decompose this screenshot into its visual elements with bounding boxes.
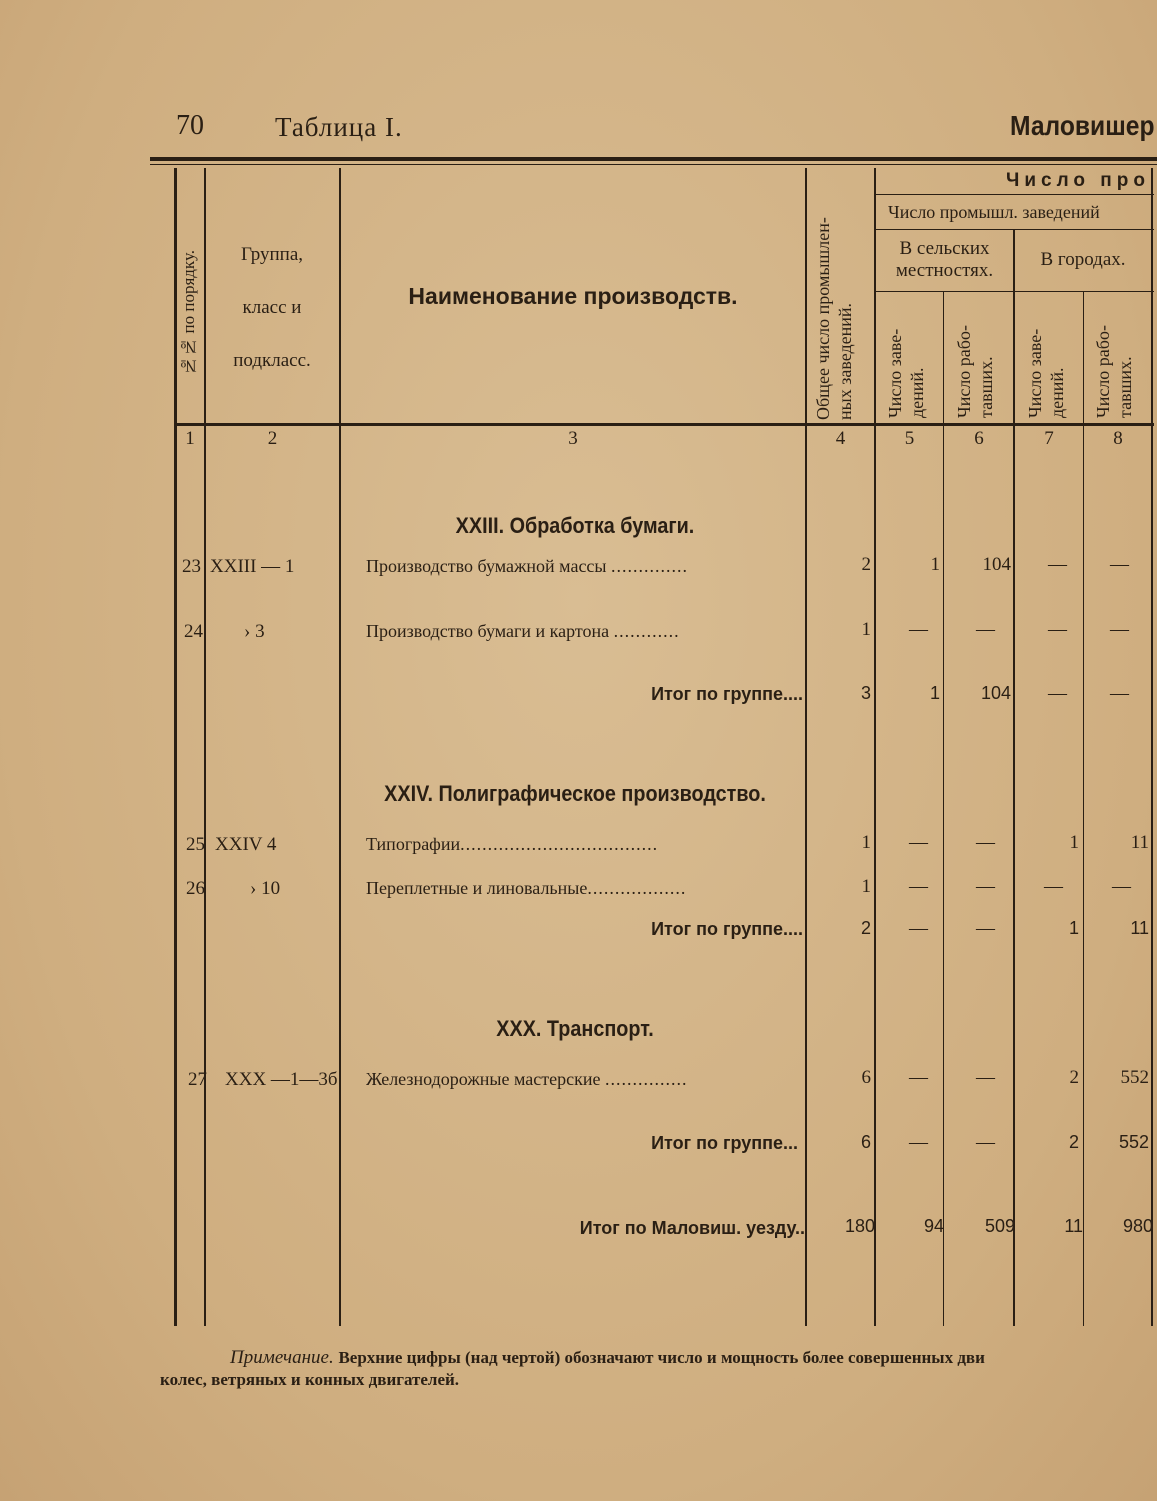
cell-c8: — <box>1112 876 1131 897</box>
col-number: 2 <box>267 428 278 449</box>
header-rule <box>150 157 1157 161</box>
header-urban: В городах. <box>1040 249 1126 270</box>
cell-c6: 509 <box>984 1216 1015 1236</box>
leader-dots: .............. <box>611 556 689 576</box>
header-divider <box>874 194 1154 195</box>
row-name-text: Производство бумаги и картона <box>366 621 610 641</box>
row-name-text: Железнодорожные мастерские <box>366 1069 601 1089</box>
row-name <box>366 556 688 577</box>
col-header-6-line: тавших. <box>976 356 996 418</box>
row-name <box>366 878 686 899</box>
col-divider <box>1013 230 1015 1326</box>
cell-c5: 1 <box>929 683 940 703</box>
col-header-total <box>812 172 856 420</box>
cell-c7: 1 <box>1068 918 1079 938</box>
cell-c4: 3 <box>860 683 871 703</box>
cell-c7: 2 <box>1068 1132 1079 1152</box>
cell-c8: 11 <box>1130 832 1149 853</box>
cell-c5: — <box>909 619 928 640</box>
cell-c5: 1 <box>930 554 940 575</box>
footnote-line-1 <box>230 1347 985 1369</box>
header-bottom-rule <box>174 423 1154 426</box>
cell-c5: — <box>909 1067 928 1088</box>
cell-c6: 104 <box>980 683 1011 703</box>
row-number: 23 <box>182 556 201 577</box>
col-header-8-line: Число рабо- <box>1093 325 1113 418</box>
row-number: 27 <box>188 1069 207 1090</box>
row-number: 25 <box>186 834 205 855</box>
grand-total-label: Итог по Маловиш. уезду.. <box>579 1218 805 1238</box>
row-name-text: Типографии <box>366 834 461 854</box>
cell-c4: 1 <box>861 832 871 853</box>
col-header-7 <box>1024 298 1068 418</box>
row-name-text: Производство бумажной массы <box>366 556 607 576</box>
cell-c4: 1 <box>861 876 871 897</box>
col-header-8 <box>1092 298 1136 418</box>
cell-c7: 1 <box>1069 832 1079 853</box>
cell-c6: — <box>976 918 995 939</box>
row-group: XXX —1—3б <box>225 1069 338 1090</box>
cell-c4: 1 <box>861 619 871 640</box>
cell-c4: 2 <box>860 918 871 938</box>
col-header-7-line: дений. <box>1047 367 1067 418</box>
cell-c8: — <box>1110 554 1129 575</box>
section-heading: XXX. Транспорт. <box>496 1016 654 1041</box>
row-group: XXIV 4 <box>215 834 277 855</box>
leader-dots: ............ <box>613 621 680 641</box>
header-divider <box>874 229 1154 230</box>
page-number: 70 <box>176 110 204 141</box>
col-header-8-line: тавших. <box>1115 356 1135 418</box>
section-heading: XXIV. Полиграфическое производство. <box>384 781 766 806</box>
cell-c8: 980 <box>1122 1216 1153 1236</box>
col-header-name: Наименование производств. <box>408 283 738 309</box>
leader-dots: ............... <box>604 1069 688 1089</box>
col-number: 7 <box>1044 428 1054 449</box>
cell-c8: 552 <box>1118 1132 1149 1152</box>
col-divider <box>1083 292 1084 1326</box>
cell-c6: — <box>976 832 995 853</box>
col-divider <box>943 292 944 1326</box>
row-number: 26 <box>186 878 205 899</box>
col-number: 1 <box>185 428 195 449</box>
table-border-left <box>174 168 177 1326</box>
super-header: Число про <box>1006 170 1150 191</box>
col-header-group-line: класс и <box>242 297 302 318</box>
col-header-6 <box>953 298 997 418</box>
header-rural-line: местностях. <box>895 260 994 281</box>
col-header-group <box>206 228 338 387</box>
total-label: Итог по группе.... <box>651 919 803 939</box>
leader-dots: .................. <box>587 878 687 898</box>
cell-c8: 552 <box>1120 1067 1149 1088</box>
header-rural-line: В сельских <box>899 238 990 259</box>
cell-c5: — <box>909 1132 928 1153</box>
col-header-6-line: Число рабо- <box>954 325 974 418</box>
row-group: › 10 <box>250 878 281 899</box>
sub-header: Число промышл. заведений <box>888 202 1100 222</box>
col-number: 6 <box>974 428 984 449</box>
cell-c5: — <box>909 832 928 853</box>
row-name-text: Переплетные и линовальные <box>366 878 588 898</box>
cell-c4: 2 <box>861 554 871 575</box>
col-header-5-line: дений. <box>907 367 927 418</box>
col-number: 3 <box>568 428 578 449</box>
cell-c8: — <box>1110 683 1129 704</box>
cell-c7: — <box>1044 876 1063 897</box>
cell-c5: — <box>909 876 928 897</box>
header-rule-thin <box>150 164 1157 165</box>
total-label: Итог по группе... <box>651 1133 798 1153</box>
row-group: XXIII — 1 <box>210 556 295 577</box>
table-border-right <box>1151 168 1153 1326</box>
row-name <box>366 834 658 855</box>
leader-dots: .................................... <box>460 834 659 854</box>
cell-c7: 2 <box>1069 1067 1079 1088</box>
cell-c5: 94 <box>923 1216 944 1236</box>
col-header-5-line: Число заве- <box>885 328 905 418</box>
cell-c4: 6 <box>861 1067 871 1088</box>
cell-c7: — <box>1048 683 1067 704</box>
col-number: 5 <box>904 428 915 449</box>
col-number: 4 <box>835 428 846 449</box>
col-header-group-line: подкласс. <box>233 350 311 371</box>
cell-c7: — <box>1048 619 1067 640</box>
footnote-line-2: колес, ветряных и конных двигателей. <box>160 1370 460 1389</box>
cell-c7: — <box>1048 554 1067 575</box>
cell-c4: 6 <box>860 1132 871 1152</box>
row-number: 24 <box>184 621 203 642</box>
row-name <box>366 621 680 642</box>
col-header-total-line: ных заведений. <box>835 302 855 420</box>
row-group: › 3 <box>244 621 265 642</box>
col-header-7-line: Число заве- <box>1025 328 1045 418</box>
header-divider <box>874 291 1154 292</box>
footnote-text: Верхние цифры (над чертой) обозначают число и мощность более совершенных дви <box>338 1348 985 1367</box>
cell-c6: — <box>976 619 995 640</box>
region-title: Маловишер <box>1010 110 1155 141</box>
total-label: Итог по группе.... <box>651 684 803 704</box>
col-header-group-line: Группа, <box>240 244 304 265</box>
col-number: 8 <box>1113 428 1123 449</box>
col-header-5 <box>884 298 928 418</box>
cell-c8: 11 <box>1130 918 1149 938</box>
cell-c8: — <box>1110 619 1129 640</box>
header-rural <box>876 238 1013 282</box>
cell-c6: — <box>976 1067 995 1088</box>
table-label: Таблица I. <box>275 112 403 142</box>
section-heading: XXIII. Обработка бумаги. <box>455 513 695 538</box>
row-name <box>366 1069 687 1090</box>
cell-c6: — <box>976 876 995 897</box>
cell-c6: 104 <box>982 554 1011 575</box>
col-divider <box>339 168 341 1326</box>
col-header-total-line: Общее число промышлен- <box>813 217 833 420</box>
footnote-label: Примечание. <box>230 1347 334 1368</box>
cell-c5: — <box>909 918 928 939</box>
cell-c6: — <box>976 1132 995 1153</box>
cell-c7: 11 <box>1064 1216 1083 1236</box>
cell-c4: 180 <box>844 1216 875 1236</box>
col-header-number: №№ по порядку. <box>179 250 198 376</box>
